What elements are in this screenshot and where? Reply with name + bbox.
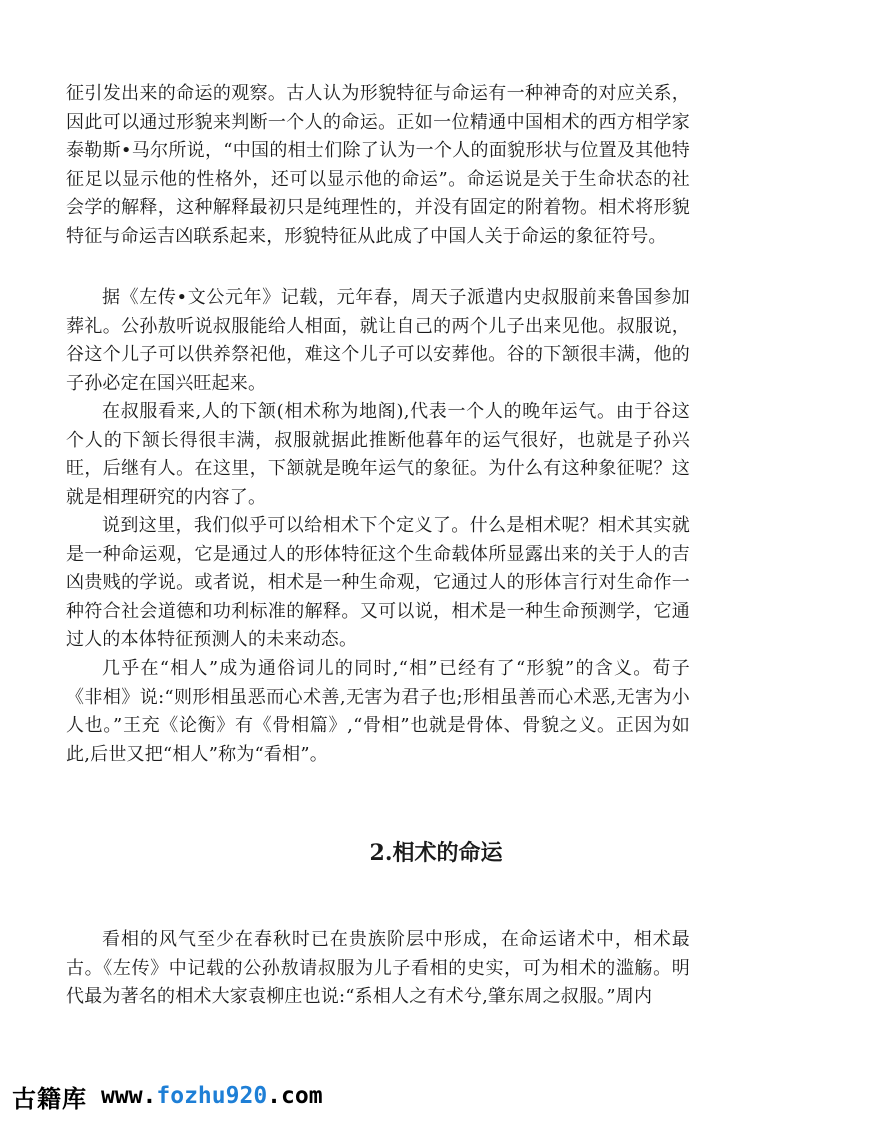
watermark-footer xyxy=(12,1079,323,1113)
site-name: 古籍库 xyxy=(12,1084,87,1113)
body-paragraph: 在叔服看来,人的下颔(相术称为地阁),代表一个人的晚年运气。由于谷这个人的下颔长得很丰满，叔服就据此推断他暮年的运气很好，也就是子孙兴旺，后继有人。在这里，下颔就是晚年运气的象征。为什么有这种象征呢？这就是相理研究的内容了。 xyxy=(66,401,690,508)
body-paragraph: 据《左传•文公元年》记载，元年春，周天子派遣内史叔服前来鲁国参加葬礼。公孙敖听说叔服能给人相面，就让自己的两个儿子出来见他。叔服说，谷这个儿子可以供养祭祀他，难这个儿子可以安葬他。谷的下颔很丰满，他的子孙必定在国兴旺起来。 xyxy=(66,287,690,394)
body-paragraph: 几乎在“相人”成为通俗词儿的同时,“相”已经有了“形貌”的含义。荀子《非相》说:“则形相虽恶而心术善,无害为君子也;形相虽善而心术恶,无害为小人也。”王充《论衡》有《骨相篇》,“骨相”也就是骨体、骨貌之义。正因为如此,后世又把“相人”称为“看相”。 xyxy=(66,658,690,765)
site-url-link[interactable] xyxy=(101,1083,323,1109)
body-paragraph: 说到这里，我们似乎可以给相术下个定义了。什么是相术呢？相术其实就是一种命运观，它是通过人的形体特征这个生命载体所显露出来的关于人的吉凶贵贱的学说。或者说，相术是一种生命观，它通过人的形体言行对生命作一种符合社会道德和功利标准的解释。又可以说，相术是一种生命预测学，它通过人的本体特征预测人的未来动态。 xyxy=(66,515,690,651)
url-suffix: .com xyxy=(267,1083,323,1109)
section-heading: 2.相术的命运 xyxy=(369,840,503,866)
body-paragraph: 看相的风气至少在春秋时已在贵族阶层中形成，在命运诸术中，相术最古。《左传》中记载的公孙敖请叔服为儿子看相的史实，可为相术的滥觞。明代最为著名的相术大家袁柳庄也说:“系相人之有术兮,肇东周之叔服。”周内 xyxy=(66,929,690,1008)
url-middle: fozhu920 xyxy=(156,1083,268,1109)
url-prefix: www. xyxy=(101,1083,157,1109)
body-paragraph: 征引发出来的命运的观察。古人认为形貌特征与命运有一种神奇的对应关系，因此可以通过形貌来判断一个人的命运。正如一位精通中国相术的西方相学家泰勒斯•马尔所说，“中国的相士们除了认为一个人的面貌形状与位置及其他特征足以显示他的性格外，还可以显示他的命运”。命运说是关于生命状态的社会学的解释，这种解释最初只是纯理性的，并没有固定的附着物。相术将形貌特征与命运吉凶联系起来，形貌特征从此成了中国人关于命运的象征符号。 xyxy=(66,83,690,247)
